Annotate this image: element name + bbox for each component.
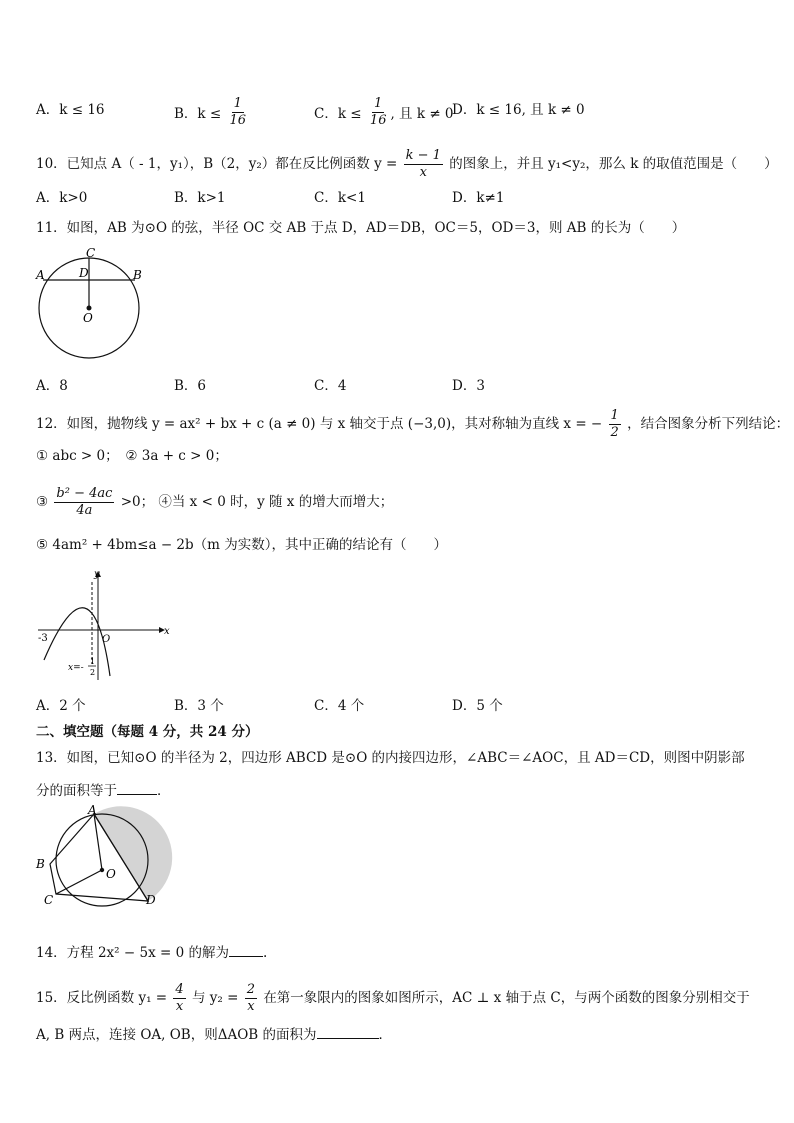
q12-stem-line2: ① abc > 0； ② 3a + c > 0； <box>36 448 228 464</box>
q10-option-b: B．k>1 <box>174 190 226 206</box>
shaded-region <box>94 806 172 901</box>
section-fill-in-title: 二、填空题（每题 4 分，共 24 分） <box>36 724 259 740</box>
label-o: O <box>106 867 116 881</box>
q15-stem-line1: 15．反比例函数 y₁ = $\frac{4}{x}$ 与 y₂ = $\frac{2}{x}$ 在第一象限内的图象如图所示，AC ⊥ x 轴于点 C，与两个函数的图象分别相交于 <box>36 982 750 1014</box>
q14-stem: 14．方程 2x² − 5x = 0 的解为 . <box>36 942 267 963</box>
q15-stem-line2: A, B 两点，连接 OA, OB，则ΔAOB 的面积为 ． <box>36 1024 392 1045</box>
q11-option-d: D．3 <box>452 378 485 394</box>
label-x: x <box>164 626 170 637</box>
label-d: D <box>79 266 89 280</box>
q11-option-a: A．8 <box>36 378 68 394</box>
q9-option-c: C．k ≤ $\frac{1}{16}$ , 且 k ≠ 0 <box>314 96 454 128</box>
q12-option-a: A．2 个 <box>36 698 86 714</box>
q10-option-a: A．k>0 <box>36 190 88 206</box>
q13-circle-figure <box>32 803 162 910</box>
center-dot <box>100 868 104 872</box>
label-b: B <box>36 857 45 871</box>
q12-option-b: B．3 个 <box>174 698 224 714</box>
q9-option-a: A．k ≤ 16 <box>36 102 105 118</box>
q14-answer-blank[interactable] <box>229 942 263 957</box>
q12-parabola-figure <box>36 568 176 684</box>
segment-oc <box>56 870 102 894</box>
q13-answer-blank[interactable] <box>117 780 157 795</box>
q13-stem-line1: 13．如图，已知⊙O 的半径为 2，四边形 ABCD 是⊙O 的内接四边形，∠ABC＝∠AOC，且 AD＝CD，则图中阴影部 <box>36 750 745 766</box>
label-axis-den: 2 <box>90 668 96 677</box>
q9-option-b: B．k ≤ $\frac{1}{16}$ <box>174 96 247 128</box>
label-o: O <box>102 634 111 645</box>
q12-option-c: C．4 个 <box>314 698 365 714</box>
q9-option-d: D．k ≤ 16, 且 k ≠ 0 <box>452 102 585 118</box>
label-b: B <box>133 268 142 282</box>
q12-stem-line3: ③ $\frac{\text{b² − 4ac}}{4a}$ >0； ④当 x < 0 时，y 随 x 的增大而增大； <box>36 486 394 518</box>
q13-stem-line2: 分的面积等于 ． <box>36 780 171 801</box>
q10-option-d: D．k≠1 <box>452 190 505 206</box>
q11-option-c: C．4 <box>314 378 347 394</box>
q15-answer-blank[interactable] <box>317 1024 379 1039</box>
label-c: C <box>86 246 96 260</box>
q11-circle-figure <box>30 240 150 364</box>
q11-option-b: B．6 <box>174 378 207 394</box>
center-dot <box>87 306 92 311</box>
label-axis-eq: x=- <box>68 663 84 673</box>
label-minus3: -3 <box>38 633 48 644</box>
q12-option-d: D．5 个 <box>452 698 503 714</box>
q10-option-c: C．k<1 <box>314 190 366 206</box>
label-c: C <box>44 893 54 907</box>
label-d: D <box>146 893 156 907</box>
q11-stem: 11．如图，AB 为⊙O 的弦，半径 OC 交 AB 于点 D，AD＝DB，OC＝5，OD＝3，则 AB 的长为（ ） <box>36 220 686 236</box>
q12-stem-line4: ⑤ 4am² + 4bm≤a − 2b（m 为实数），其中正确的结论有（ ） <box>36 537 447 553</box>
q10-stem: 10．已知点 A（ - 1，y₁），B（2，y₂）都在反比例函数 y = $\frac{k - 1}{x}$ 的图象上，并且 y₁<y₂，那么 k 的取值范围是（ ） <box>36 148 778 180</box>
label-axis-num: 1 <box>90 657 96 666</box>
label-o: O <box>83 311 93 325</box>
label-a: A <box>36 268 45 282</box>
label-a: A <box>88 803 97 817</box>
label-y: y <box>94 569 100 580</box>
q12-stem-line1: 12．如图，抛物线 y = ax² + bx + c (a ≠ 0) 与 x 轴交于点 (−3,0)，其对称轴为直线 x = − $\frac{1}{2}$ ，结合图象分析下列结论： <box>36 408 790 440</box>
